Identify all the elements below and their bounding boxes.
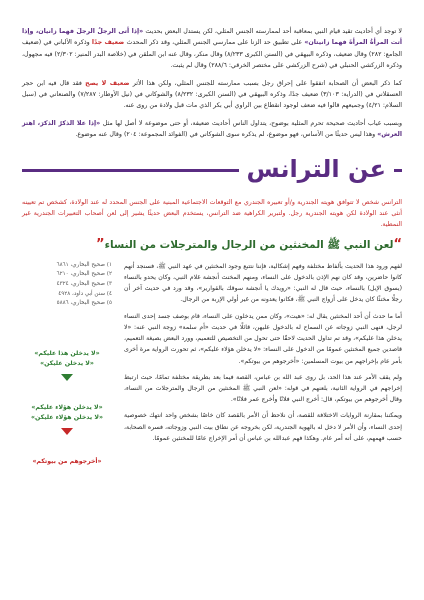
arrow-down-icon (61, 374, 73, 381)
hadith-headline (22, 237, 402, 253)
paragraph-hadith-zina (22, 26, 402, 72)
side-quote-line: «لا يدخلن عليكن» (40, 359, 94, 367)
body-paragraph: أما ما حدث أن أحد المخنثين يقال له: «هيت»، وكان ممن يدخلون على النساء، قام بوصف جسد إحدى النساء لرجل، فنهى النبي زوجاته عن السماح له بالدخول عليهن، قائلًا في حديث «أم سلمة» زوجة النبي عنه: «لا يدخلن هذا عليكم»، وقد تم تداول الحديث لاحقًا حتى تحول من التخصيص للتعميم، وورد البعض بصيغة التعميم، قاصدين جميع المخنثين عمومًا من الدخول على النساء: «لا يدخلن هؤلاء عليكم»، ثم تحورت الرواية مرة أخرى بأمر عام بإخراجهم من بيوت المسلمين: «أخرجوهم من بيوتكم». (124, 312, 402, 365)
reference-item: ٣) صحيح البخاري، ٤٣٢٤ (56, 281, 112, 288)
reference-item: ٢) صحيح البخاري، ٦٢١٠ (56, 271, 112, 278)
side-quote-line: «لا يدخلن هؤلاء عليكن» (31, 413, 103, 421)
side-column (22, 261, 112, 489)
reference-item: ١) صحيح البخاري، ٦٨٦١ (56, 261, 112, 268)
side-quote-line: «أخرجوهم من بيوتكم» (32, 457, 102, 465)
paragraph-text: لا توجد أي أحاديث تقيد قيام النبي بمعاقبة أحد لممارسته الجنس المثلي، لكن يستدل البعض بحديث (143, 28, 402, 35)
paragraph-text: على تطبيق حد الزنا على ممارسي الجنس المثلي، وقد ذكر المحدث (124, 39, 305, 47)
hadith-quote: «إذا علا الذكرُ الذكرَ، اهتز العرش» (22, 119, 402, 139)
two-column-body (22, 261, 402, 465)
body-paragraph: لفهم ورود هذا الحديث بألفاظ مختلفة وفهم إشكالية، فإننا نتتبع وجود المخنثين في عهد النبي ﷺ، فسنجد أنهم كانوا حاضرين، وقد كان نهم الإذن بالدخول على النساء، ومنهم المخنث أنجشة غلام النبي، وكان يحدو بالنساء (يسوق الإبل) بالنساء، حيث قال له النبي: «رويدك يا أنجشة سوقك بالقوارير»، وقد ورد في حديث آخر أن رجلًا مخنثًا كان يدخل على أزواج النبي ﷺ، فكانوا يعدونه من غير أولي الإربة من الرجال. (124, 262, 402, 304)
arrow-down-icon (61, 428, 73, 435)
open-quote-icon: “ (393, 236, 402, 252)
paragraph-burning-athar (22, 78, 402, 112)
section-header (22, 149, 402, 189)
main-column (124, 261, 402, 444)
side-quote-3 (22, 457, 112, 467)
paragraph-text: وهذا ليس حديثًا من الأساس، فهو موضوع، لم يذكره سوى الشوكاني في (الفوائد المجموعة: ٢٠٤) وقال عنه موضوع. (75, 131, 378, 139)
side-quote-line: «لا يدخلن هؤلاء عليكم» (31, 403, 103, 411)
headline-text: لعن النبي ﷺ المخنثين من الرجال والمترجلات من النساء (104, 238, 394, 251)
body-paragraph: ويمكننا بمقارنة الروايات الاختلافة للقصة، أن نلاحظ أن الأمر بالقصد كان خاصًا بشخص واحد انتهك خصوصية إحدى النساء، وأن الأمر لا دخل له بالهوية الجندرية، لكن بخروجه عن نطاق بيت النبي وزوجاته، فسره الصحابة، حسب فهمهم، على أنه أمر عام. وهكذا فهم عبدالله بن عباس أن أمر الإخراج عامًا للمخنثين عمومًا. (124, 412, 402, 442)
section-intro: الترانس شخص لا تتوافق هويته الجندرية و/أو تعبيره الجندري مع التوقعات الاجتماعية المبنية على الجنس المحدد له عند الولادة، كشخص تم تعيينه أنثى عند الولادة لكن هويته الجندرية رجل. ولتبرير الكراهية ضد الترانس، يستخدم البعض حديثًا يشير إلى لعن أصحاب التعبيرات الجندرية غير النمطية. (22, 198, 402, 229)
section-title: عن الترانس (239, 149, 394, 189)
hadith-grade: ضعيف لا يصح (85, 79, 130, 87)
hadith-quote: «إذا أتى الرجلُ الرجلَ فهما زانيان، وإذا أتت المرأةُ المرأةَ فهما زانيتان» (22, 28, 402, 47)
side-quote-2 (22, 403, 112, 435)
side-quote-1 (22, 349, 112, 381)
body-paragraph: ولم يقف الأمر عند هذا الحد، بل روى عبد الله بن عباس، القصة فيما بعد بطريقة مختلفة تمامًا، حيث ارتبط إخراجهم في الرواية الثانية، بلعنهم في قوله: «لعن النبي ﷺ المخنثين من الرجال والمترجلات من النساء، وقال أخرجوهم من بيوتكم، قال: أخرج النبي فلانًا وأخرج عمر فلانًا». (124, 373, 402, 404)
reference-list (22, 261, 112, 309)
paragraph-text: وبسبب غياب أحاديث صحيحة تحرم المثلية بوضوح، يتداول الناس أحاديث ضعيفة، أو حتى موضوعة لا أصل لها مثل (100, 119, 402, 127)
paragraph-text: وذكره الألباني في (ضعيف الجامع: ٢٨٢) وقال ضعيف، وذكره البيهقي في (السنن الكبرى ٨/٢٣٣) وقال منكر، وقال عنه ابن الملقن في (خلاصة البدر المنير: ٢/٣٠٢) فيه مجهول، وذكره الزركشي الحنبلي في (شرح الزركشي على مختصر الخرقي: ٢٨٨/٦) وقال لم يثبت. (22, 39, 403, 70)
close-quote-icon: ” (96, 236, 105, 252)
paragraph-fabricated (22, 118, 402, 141)
side-quote-line: «لا يدخلن هذا عليكم» (34, 349, 100, 357)
paragraph-text: كما ذكر البعض أن الصحابة اتفقوا على إحراق رجل بسبب ممارسته للجنس المثلي، ولكن هذا الأثر (129, 79, 403, 87)
paragraph-text: فقد قال فيه ابن حجر العسقلاني في (الدراية: ٣/١٠٣) ضعيف جدًا، وذكره البيهقي في (السنن الكبرى: ٨/٢٣٢) والشوكاني في (نيل الأوطار: ٧/٢٨٧) والصنعاني في (سبل السلام: ٤/٢١) وجميعهم قالوا فيه ضعف لوجود انقطاع بين الراوي أبي بكر الذي مات قبل ولادة من روى عنه. (22, 79, 402, 110)
hadith-grade: ضعيف جدًا (91, 39, 125, 47)
reference-item: ٥) صحيح البخاري، ٥٨٨٦ (56, 300, 112, 307)
reference-item: ٤) سنن أبي داود، ٤٩٢٨ (58, 290, 112, 297)
